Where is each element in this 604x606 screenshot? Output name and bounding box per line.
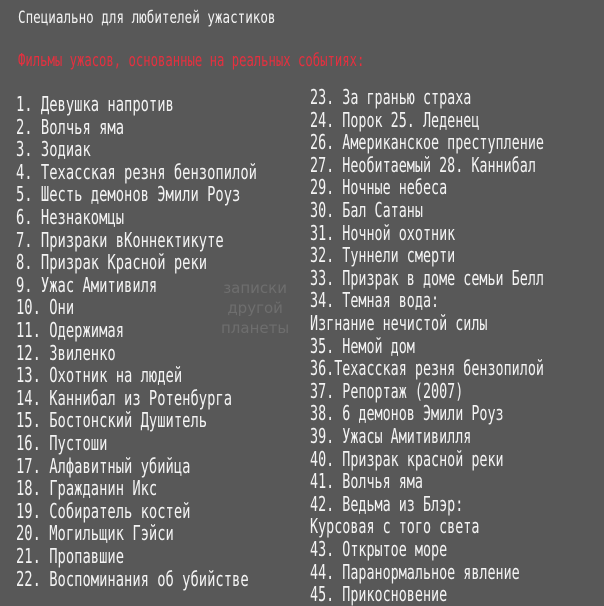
movie-list-item: 43. Открытое море (310, 537, 448, 561)
movie-list-item: 11. Одержимая (16, 318, 125, 342)
movie-list-item: 17. Алфавитный убийца (16, 453, 191, 478)
movie-list-item: 33. Призрак в доме семьи Белл (310, 265, 544, 290)
movie-list-item: 21. Пропавшие (16, 544, 125, 568)
movie-list-item: 1. Девушка напротив (16, 92, 174, 116)
movie-list-item: Изгнание нечистой силы (310, 311, 488, 335)
movie-list-item: 26. Американское преступление (310, 130, 544, 155)
movie-list-item: 7. Призраки вКоннектикуте (16, 227, 224, 252)
movie-list-item: 23. За гранью страха (310, 85, 472, 109)
movie-list-item: 22. Воспоминания об убийстве (16, 566, 249, 591)
movie-list-item: 9. Ужас Амитивиля (16, 272, 158, 297)
movie-list-item: 36.Техасская резня бензопилой (310, 356, 544, 381)
movie-list-item: 13. Охотник на людей (16, 363, 183, 388)
movie-list-item: 45. Прикосновение (310, 582, 448, 606)
watermark-line: записки (223, 279, 287, 297)
movie-list-item: 30. Бал Сатаны (310, 198, 423, 222)
watermark-line: другой (227, 299, 283, 317)
movie-list-item: 35. Немой дом (310, 333, 415, 358)
watermark-line: планеты (221, 319, 290, 337)
movie-list-item: 39. Ужасы Амитивилля (310, 424, 472, 448)
movie-list-item: 4. Техасская резня бензопилой (16, 159, 257, 184)
watermark (221, 278, 289, 338)
movie-list-item: 19. Собиратель костей (16, 498, 191, 523)
movie-list-item: 8. Призрак Красной реки (16, 250, 208, 275)
movie-list-item: 31. Ночной охотник (310, 220, 456, 245)
movie-list-item: 6. Незнакомцы (16, 205, 125, 229)
movie-list-item: 42. Ведьма из Блэр: (310, 491, 464, 516)
movie-list-item: 44. Паранормальное явление (310, 559, 520, 584)
movie-list-item: 37. Репортаж (2007) (310, 378, 464, 403)
list-subtitle: Фильмы ужасов, основанные на реальных событиях: (18, 50, 365, 71)
movie-list-item: 16. Пустоши (16, 431, 108, 455)
movie-list-item: 24. Порок 25. Леденец (310, 107, 480, 132)
movie-list-item: 29. Ночные небеса (310, 175, 448, 200)
movie-list-item: 15. Бостонский Душитель (16, 408, 208, 433)
movie-list-item: 34. Темная вода: (310, 288, 440, 313)
movie-list-item: 18. Гражданин Икс (16, 476, 158, 501)
movie-list-item: 14. Каннибал из Ротенбурга (16, 385, 233, 410)
movie-list-item: 12. Звиленко (16, 340, 116, 365)
movie-list-item: 38. 6 демонов Эмили Роуз (310, 401, 504, 426)
movie-list-item: 5. Шесть демонов Эмили Роуз (16, 182, 241, 207)
header-title: Специально для любителей ужастиков (18, 8, 276, 28)
movie-list-item: 3. Зодиак (16, 137, 91, 162)
movie-list-item: 41. Волчья яма (310, 469, 423, 494)
movie-list-item: 20. Могильщик Гэйси (16, 521, 174, 546)
movie-list-item: 40. Призрак красной реки (310, 446, 504, 471)
movie-list-item: 32. Туннели смерти (310, 243, 456, 268)
movie-list-item: 10. Они (16, 295, 75, 320)
movie-list-item: 27. Необитаемый 28. Каннибал (310, 152, 536, 177)
movie-list-item: 2. Волчья яма (16, 114, 125, 139)
movie-list-item: Курсовая с того света (310, 514, 480, 539)
